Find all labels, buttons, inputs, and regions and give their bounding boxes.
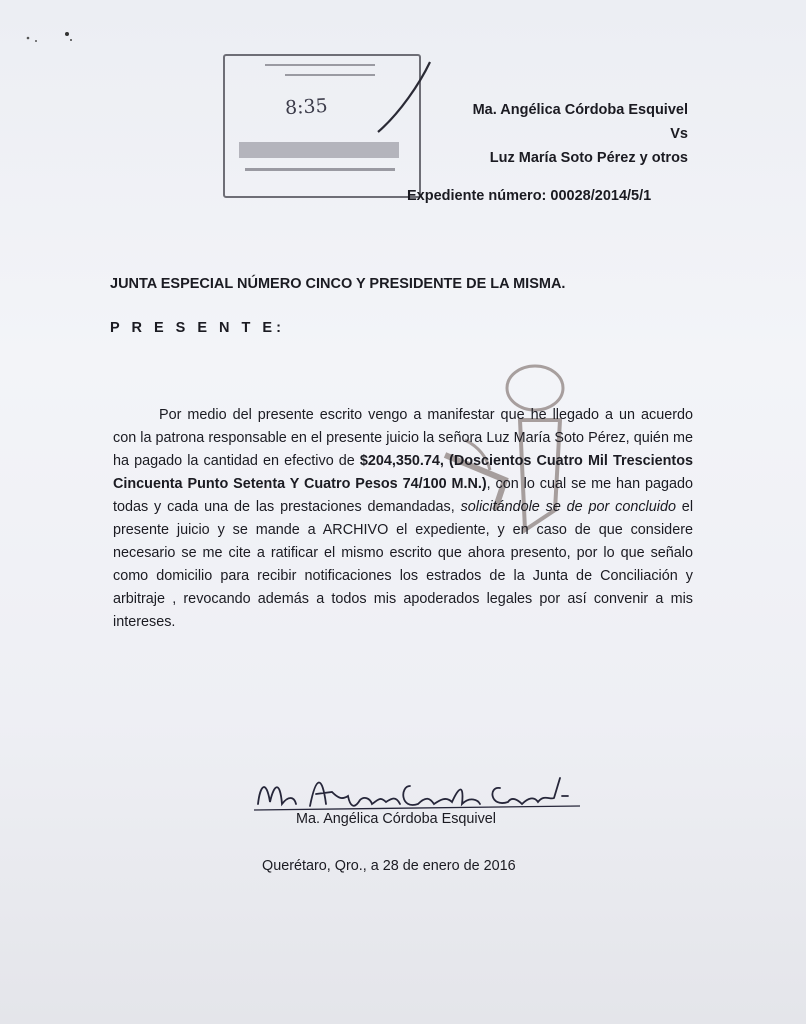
body-text-3: el presente juicio y se mande a ARCHIVO el expediente, y en caso de que considere necesario se me cite a ratificar el mismo escrito que ahora presento, por lo que señalo como domicilio para recibir notificaciones los estrados de la Junta de Conciliación y arbitraje , revocando además a todos mis apoderados legales por así convenir a mis intereses. <box>113 499 694 630</box>
plaintiff-name: Ma. Angélica Córdoba Esquivel <box>472 102 688 118</box>
greeting: P R E S E N T E: <box>110 320 285 336</box>
stamp-time: 8:35 <box>284 94 329 120</box>
signatory-name: Ma. Angélica Córdoba Esquivel <box>296 811 496 827</box>
addressee: JUNTA ESPECIAL NÚMERO CINCO Y PRESIDENTE DE LA MISMA. <box>110 276 566 292</box>
body-italic: solicitándole se de por concluido <box>460 499 676 515</box>
stamp-handwritten-mark <box>370 58 440 138</box>
paper-marks <box>22 20 82 50</box>
body-text-1: Por medio del presente escrito vengo a manifestar que he llegado a un acuerdo con la patrona responsable en el presente juicio la señora Luz María Soto Pérez, quién me ha pagado la cantidad en efectivo de <box>113 407 693 469</box>
place-and-date: Querétaro, Qro., a 28 de enero de 2016 <box>262 858 516 874</box>
file-number: Expediente número: 00028/2014/5/1 <box>407 188 652 204</box>
case-header <box>473 98 688 170</box>
payment-amount: $204,350.74, (Doscientos Cuatro Mil Trescientos Cincuenta Punto Setenta Y Cuatro Pesos 74/100 M.N.) <box>113 453 694 492</box>
versus-label: Vs <box>670 126 688 142</box>
body-text-2: , con lo cual se me han pagado todas y cada una de las prestaciones demandadas, <box>113 476 693 515</box>
defendant-name: Luz María Soto Pérez y otros <box>489 150 688 166</box>
body-paragraph <box>113 404 693 634</box>
handwritten-signature <box>250 766 610 816</box>
